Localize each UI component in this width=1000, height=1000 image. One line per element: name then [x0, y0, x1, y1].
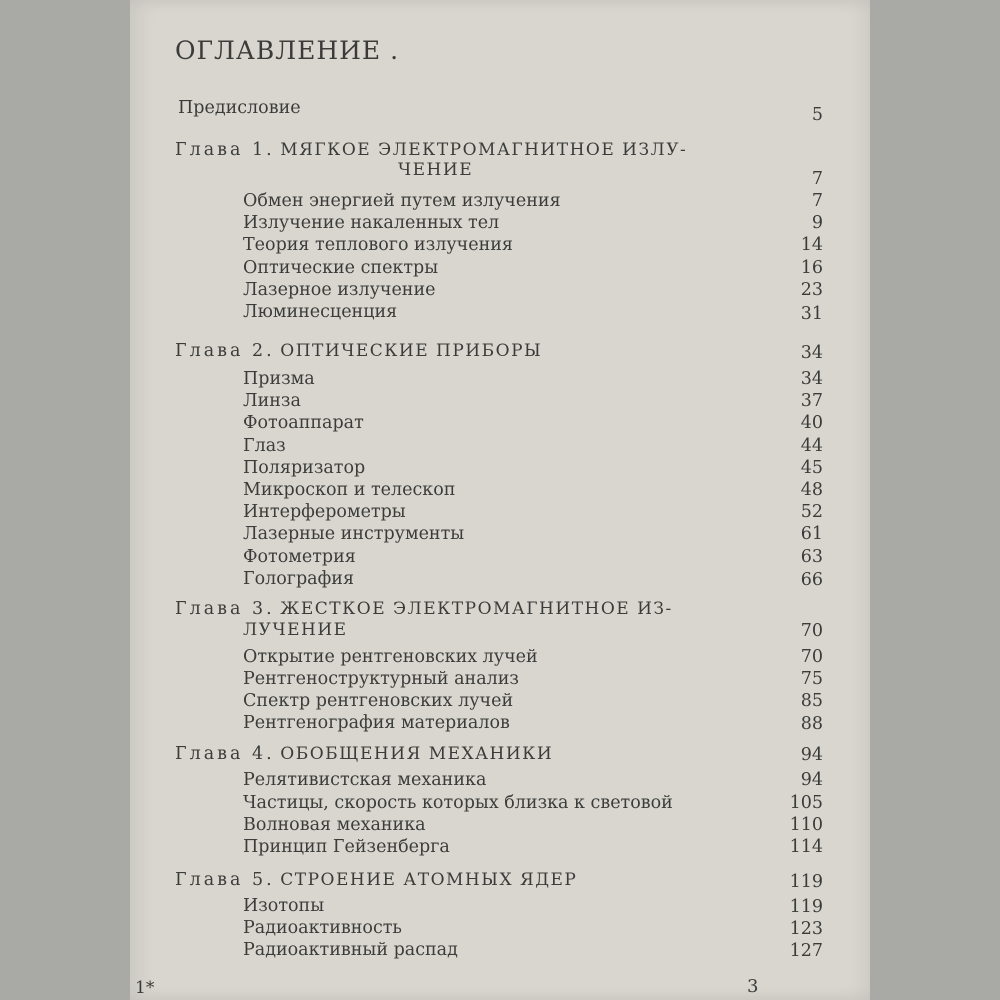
chapter-title: ЖЕСТКОЕ ЭЛЕКТРОМАГНИТНОЕ ИЗ- — [280, 599, 673, 619]
chapter-page: 119 — [789, 872, 823, 892]
book-page — [130, 0, 870, 1000]
chapter-number: Глава 3. — [175, 599, 275, 619]
toc-entry: Интерферометры — [243, 502, 406, 522]
toc-entry: Частицы, скорость которых близка к световой — [243, 793, 673, 813]
chapter-title: ОПТИЧЕСКИЕ ПРИБОРЫ — [280, 341, 543, 361]
toc-entry: Поляризатор — [243, 458, 366, 478]
chapter-title: ОБОБЩЕНИЯ МЕХАНИКИ — [280, 744, 554, 764]
chapter-page: 34 — [800, 343, 823, 363]
page-title: ОГЛАВЛЕНИЕ . — [175, 36, 400, 65]
toc-entry: Теория теплового излучения — [243, 235, 513, 255]
chapter-heading — [175, 742, 553, 766]
toc-entry-page: 40 — [800, 413, 823, 433]
toc-entry: Волновая механика — [243, 815, 426, 835]
toc-entry: Спектр рентгеновских лучей — [243, 691, 514, 711]
toc-entry: Релятивистская механика — [243, 770, 487, 790]
toc-entry-page: 16 — [800, 258, 823, 278]
toc-entry-page: 31 — [800, 304, 823, 324]
toc-entry-page: 63 — [800, 547, 823, 567]
chapter-title: СТРОЕНИЕ АТОМНЫХ ЯДЕР — [280, 870, 578, 890]
chapter-number: Глава 2. — [175, 341, 275, 361]
page-number: 3 — [747, 976, 759, 997]
toc-entry-page: 5 — [811, 105, 823, 125]
toc-entry: Радиоактивный распад — [243, 940, 458, 960]
chapter-number: Глава 4. — [175, 744, 275, 764]
chapter-title-continuation: ЛУЧЕНИЕ — [243, 620, 348, 640]
toc-entry-page: 48 — [800, 480, 823, 500]
toc-entry: Открытие рентгеновских лучей — [243, 647, 538, 667]
toc-entry-page: 85 — [800, 691, 823, 711]
toc-entry-label: Предисловие — [178, 98, 301, 118]
toc-entry: Рентгенография материалов — [243, 713, 510, 733]
toc-entry: Микроскоп и телескоп — [243, 480, 456, 500]
chapter-page: 94 — [800, 745, 823, 765]
toc-entry-page: 114 — [789, 837, 823, 857]
toc-entry: Лазерное излучение — [243, 280, 436, 300]
toc-entry: Люминесценция — [243, 302, 398, 322]
chapter-title: МЯГКОЕ ЭЛЕКТРОМАГНИТНОЕ ИЗЛУ- — [280, 140, 688, 160]
toc-entry: Оптические спектры — [243, 258, 439, 278]
toc-entry: Призма — [243, 369, 315, 389]
signature-mark: 1* — [135, 978, 155, 998]
toc-entry-page: 105 — [789, 793, 823, 813]
toc-entry: Рентгеноструктурный анализ — [243, 669, 519, 689]
toc-entry-page: 45 — [800, 458, 823, 478]
toc-entry: Лазерные инструменты — [243, 524, 465, 544]
toc-entry-preface — [178, 96, 301, 120]
chapter-heading — [175, 339, 542, 363]
toc-entry: Линза — [243, 391, 301, 411]
chapter-page: 7 — [811, 169, 823, 189]
toc-entry-page: 94 — [800, 770, 823, 790]
toc-entry: Фотометрия — [243, 547, 356, 567]
toc-entry-page: 37 — [800, 391, 823, 411]
toc-entry-page: 70 — [800, 647, 823, 667]
toc-entry: Фотоаппарат — [243, 413, 364, 433]
toc-entry-page: 23 — [800, 280, 823, 300]
toc-entry: Обмен энергией путем излучения — [243, 191, 561, 211]
toc-entry-page: 7 — [811, 191, 823, 211]
toc-entry-page: 66 — [800, 570, 823, 590]
toc-entry-page: 52 — [800, 502, 823, 522]
chapter-title-continuation: ЧЕНИЕ — [398, 160, 474, 180]
toc-entry-page: 119 — [789, 897, 823, 917]
toc-entry-page: 9 — [811, 213, 823, 233]
toc-entry: Радиоактивность — [243, 918, 402, 938]
toc-entry-page: 14 — [800, 235, 823, 255]
toc-entry-page: 88 — [800, 714, 823, 734]
chapter-page: 70 — [800, 621, 823, 641]
chapter-number: Глава 5. — [175, 870, 275, 890]
toc-entry: Глаз — [243, 436, 286, 456]
chapter-number: Глава 1. — [175, 140, 275, 160]
toc-entry-page: 44 — [800, 436, 823, 456]
toc-entry: Излучение накаленных тел — [243, 213, 500, 233]
toc-entry-page: 61 — [800, 524, 823, 544]
toc-entry: Принцип Гейзенберга — [243, 837, 450, 857]
toc-entry-page: 34 — [800, 369, 823, 389]
toc-entry: Голография — [243, 569, 354, 589]
toc-entry-page: 110 — [789, 815, 823, 835]
toc-entry-page: 123 — [789, 919, 823, 939]
toc-entry-page: 75 — [800, 669, 823, 689]
toc-entry: Изотопы — [243, 896, 325, 916]
toc-entry-page: 127 — [789, 941, 823, 961]
chapter-heading — [175, 868, 577, 892]
